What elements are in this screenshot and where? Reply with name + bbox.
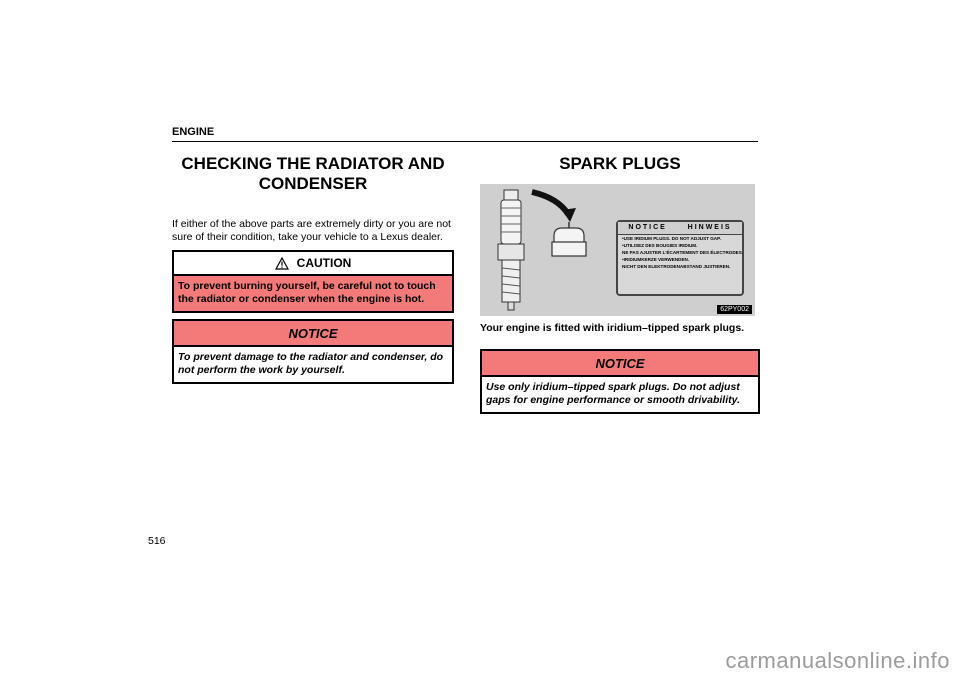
header-rule	[172, 141, 758, 142]
warning-triangle-icon	[275, 257, 289, 270]
notice-label: NOTICE	[174, 321, 452, 347]
radiator-intro-text: If either of the above parts are extremely dirty or you are not sure of their condition, take your vehicle to a Lexus dealer.	[172, 218, 451, 243]
spark-notice-box	[480, 349, 760, 414]
plug-notice-label-header	[618, 222, 742, 235]
radiator-notice-text: To prevent damage to the radiator and condenser, do not perform the work by yourself.	[174, 347, 452, 382]
left-column	[172, 150, 454, 384]
plug-notice-head-left: NOTICE	[628, 224, 667, 231]
title-line-2: CONDENSER	[258, 174, 368, 193]
radiator-section-title	[172, 150, 454, 194]
plug-notice-line: •USE IRIDIUM PLUGS. DO NOT ADJUST GAP.	[622, 236, 721, 241]
watermark: carmanualsonline.info	[725, 648, 950, 673]
caution-text: To prevent burning yourself, be careful not to touch the radiator or condenser when the engine is hot.	[174, 276, 452, 311]
plug-notice-label	[616, 220, 744, 296]
plug-notice-head-right: HINWEIS	[687, 224, 732, 231]
caution-header	[174, 252, 452, 276]
notice-label: NOTICE	[482, 351, 758, 377]
plug-notice-line: •IRIDIUMKERZE VERWENDEN.	[622, 257, 690, 262]
plug-notice-line: NICHT DEN ELEKTRODENABSTAND JUSTIEREN.	[622, 264, 731, 269]
illustration-code: 62PY002	[717, 305, 752, 314]
right-column	[480, 150, 760, 414]
title-line-1: CHECKING THE RADIATOR AND	[181, 154, 445, 173]
spark-plugs-title: SPARK PLUGS	[559, 154, 681, 173]
plug-notice-line: •UTILISEZ DES BOUGIES IRIDIUM.	[622, 243, 698, 248]
spark-plug-illustration	[480, 184, 755, 316]
section-header: ENGINE	[172, 126, 215, 138]
plug-notice-line: NE PAS AJUSTER L'ÉCARTEMENT DES ÉLECTRODES.	[622, 250, 744, 255]
spark-notice-text: Use only iridium–tipped spark plugs. Do not adjust gaps for engine performance or smooth drivability.	[482, 377, 758, 412]
caution-box	[172, 250, 454, 313]
spark-plug-text: Your engine is fitted with iridium–tipped spark plugs.	[480, 322, 745, 334]
caution-label: CAUTION	[296, 256, 352, 270]
radiator-notice-box	[172, 319, 454, 384]
page-number: 516	[148, 535, 166, 547]
